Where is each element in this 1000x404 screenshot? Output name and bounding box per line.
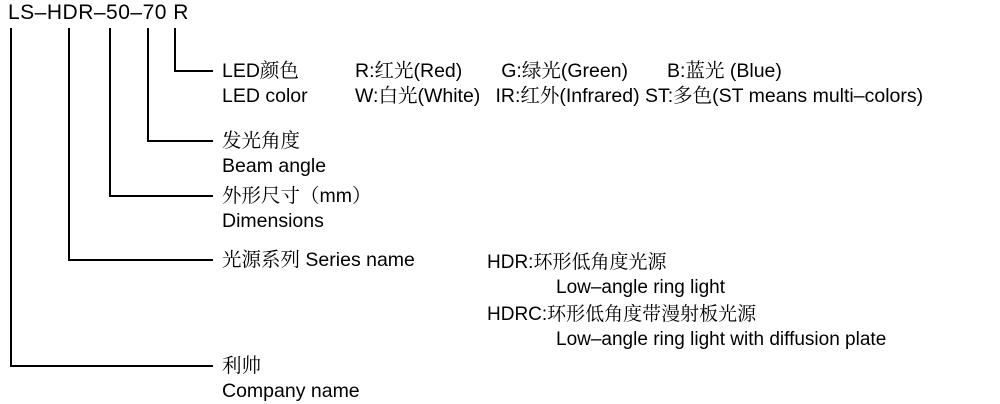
callout-series-name-cn: 光源系列 Series name [222, 249, 415, 271]
callout-company-name-cn: 利帅 [222, 355, 262, 377]
callout-led-color-en-values: W:白光(White) IR:红外(Infrared) ST:多色(ST means multi–colors) [355, 85, 924, 107]
callout-beam-angle-en: Beam angle [222, 155, 327, 177]
callout-dimensions-en: Dimensions [222, 210, 324, 232]
series-detail-hdr-en: Low–angle ring light [556, 277, 726, 298]
callout-led-color-cn: LED颜色 [222, 60, 299, 82]
part-number-code: LS–HDR–50–70 R [8, 1, 189, 24]
series-detail-hdr-cn: HDR:环形低角度光源 [487, 252, 667, 273]
callout-led-color-en: LED color [222, 85, 308, 107]
callout-beam-angle-cn: 发光角度 [222, 130, 301, 152]
series-detail-hdrc-en: Low–angle ring light with diffusion plate [556, 329, 887, 350]
callout-led-color-cn-values: R:红光(Red) G:绿光(Green) B:蓝光 (Blue) [355, 60, 782, 82]
series-detail-hdrc-cn: HDRC:环形低角度带漫射板光源 [487, 304, 757, 325]
callout-dimensions-cn: 外形尺寸（mm） [222, 185, 372, 207]
callout-company-name-en: Company name [222, 380, 360, 402]
